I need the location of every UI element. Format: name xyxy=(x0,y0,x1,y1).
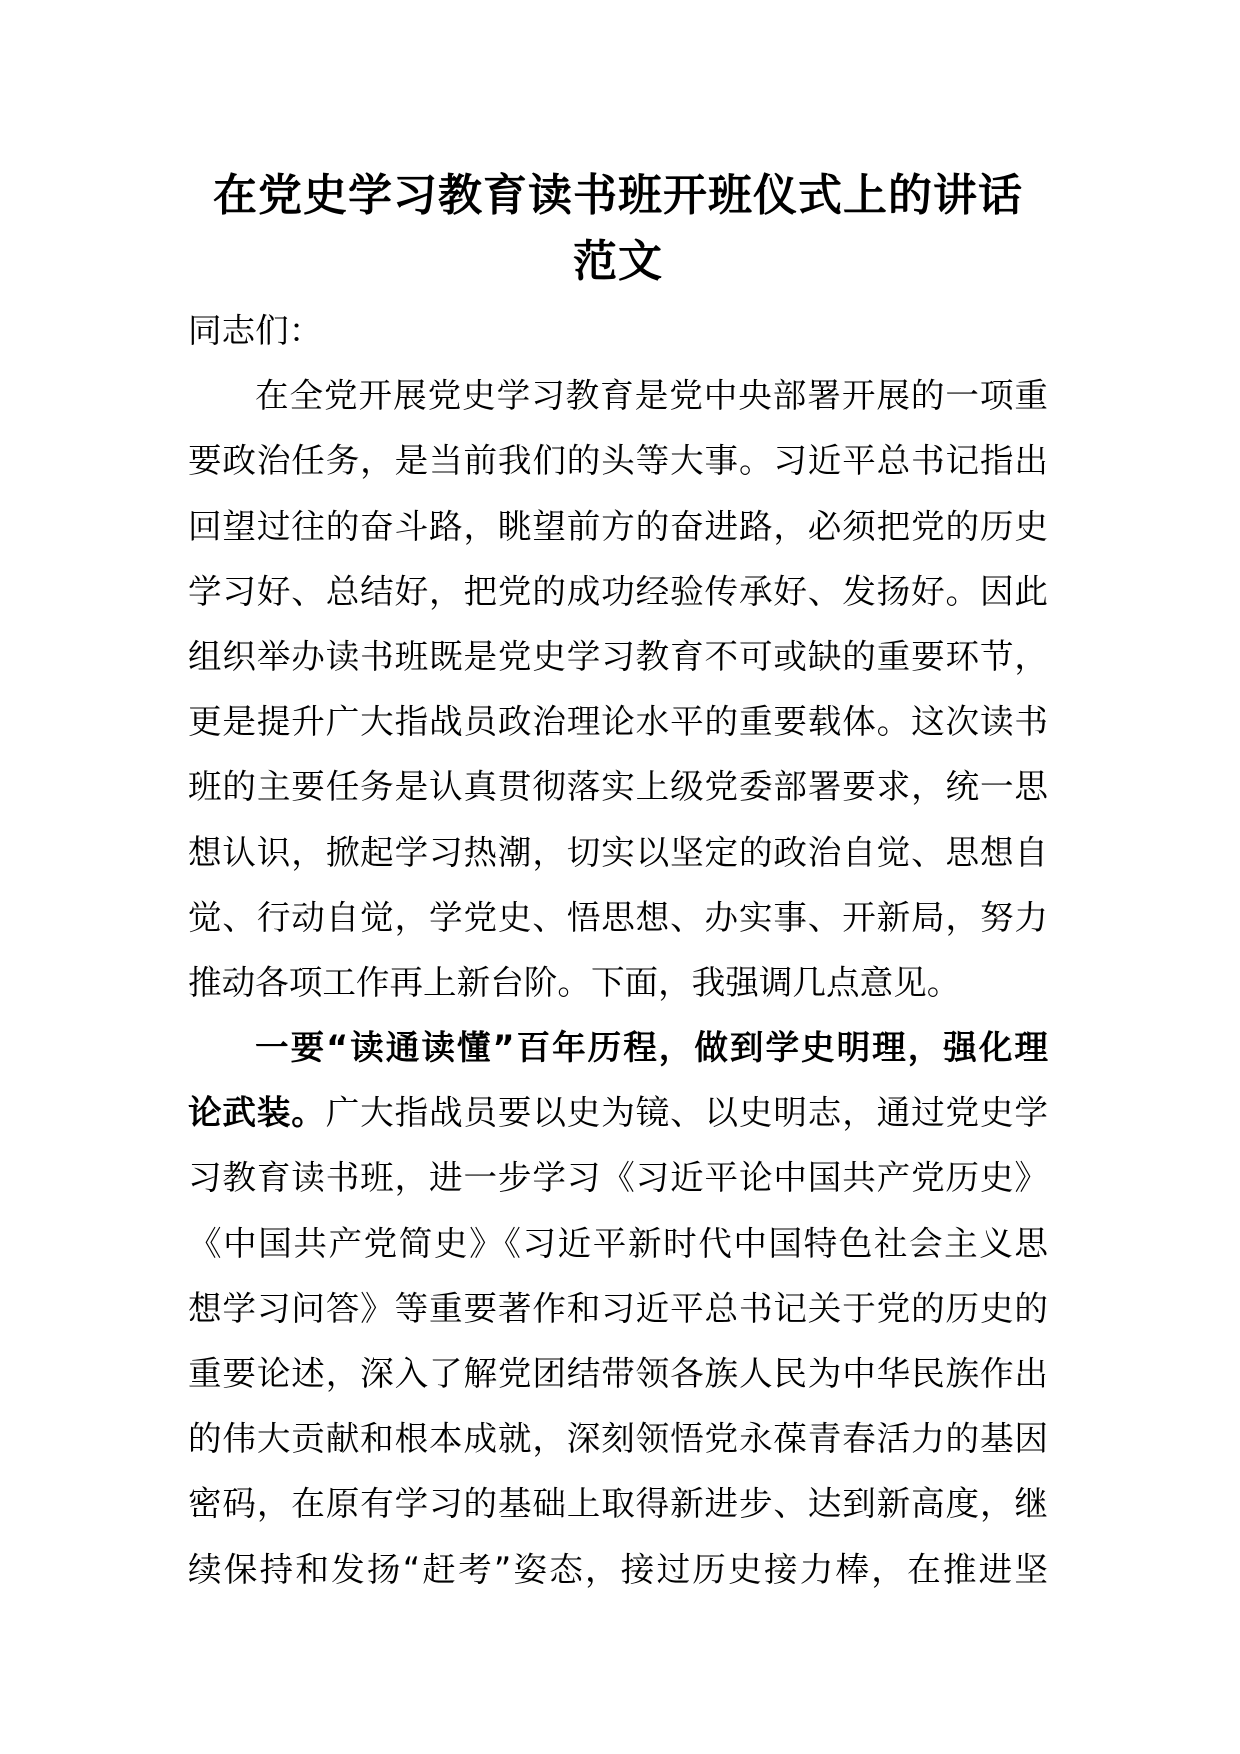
paragraph-1-line: 回望过往的奋斗路，眺望前方的奋进路，必须把党的历史 xyxy=(188,506,1048,546)
paragraph-1-line: 学习好、总结好，把党的成功经验传承好、发扬好。因此 xyxy=(188,571,1048,611)
paragraph-2-line: 《中国共产党简史》《习近平新时代中国特色社会主义思 xyxy=(188,1223,1048,1263)
document-body xyxy=(188,298,1048,1602)
paragraph-2-line: 密码，在原有学习的基础上取得新进步、达到新高度，继 xyxy=(188,1484,1048,1524)
paragraph-1-line: 组织举办读书班既是党史学习教育不可或缺的重要环节， xyxy=(188,636,1048,676)
paragraph-2-heading-end: 论武装。 xyxy=(188,1093,326,1133)
paragraph-2-line: 想学习问答》等重要著作和习近平总书记关于党的历史的 xyxy=(188,1288,1048,1328)
document-title xyxy=(188,163,1048,295)
paragraph-2-heading-line: 一要“读通读懂”百年历程，做到学史明理，强化理 xyxy=(255,1028,1048,1068)
salutation: 同志们： xyxy=(188,311,323,350)
paragraph-1-line: 推动各项工作再上新台阶。下面，我强调几点意见。 xyxy=(188,962,961,1002)
paragraph-2-line xyxy=(188,1080,1048,1145)
paragraph-1-line: 觉、行动自觉，学党史、悟思想、办实事、开新局，努力 xyxy=(188,897,1048,937)
paragraph-2-line: 的伟大贡献和根本成就，深刻领悟党永葆青春活力的基因 xyxy=(188,1419,1048,1459)
paragraph-1-line: 要政治任务，是当前我们的头等大事。习近平总书记指出 xyxy=(188,441,1048,481)
title-line-1: 在党史学习教育读书班开班仪式上的讲话 xyxy=(213,170,1023,221)
paragraph-1-line: 更是提升广大指战员政治理论水平的重要载体。这次读书 xyxy=(188,702,1048,742)
paragraph-2-line: 重要论述，深入了解党团结带领各族人民为中华民族作出 xyxy=(188,1354,1048,1393)
paragraph-1-line: 班的主要任务是认真贯彻落实上级党委部署要求，统一思 xyxy=(188,767,1048,807)
title-line-2: 范文 xyxy=(573,236,663,287)
paragraph-2-line-text: 广大指战员要以史为镜、以史明志，通过党史学 xyxy=(325,1093,1048,1133)
paragraph-2-line: 习教育读书班，进一步学习《习近平论中国共产党历史》 xyxy=(188,1158,1048,1198)
paragraph-1-line: 在全党开展党史学习教育是党中央部署开展的一项重 xyxy=(255,376,1048,416)
paragraph-1-line: 想认识，掀起学习热潮，切实以坚定的政治自觉、思想自 xyxy=(188,832,1048,872)
paragraph-2-line: 续保持和发扬“赶考”姿态，接过历史接力棒，在推进坚 xyxy=(188,1549,1048,1589)
